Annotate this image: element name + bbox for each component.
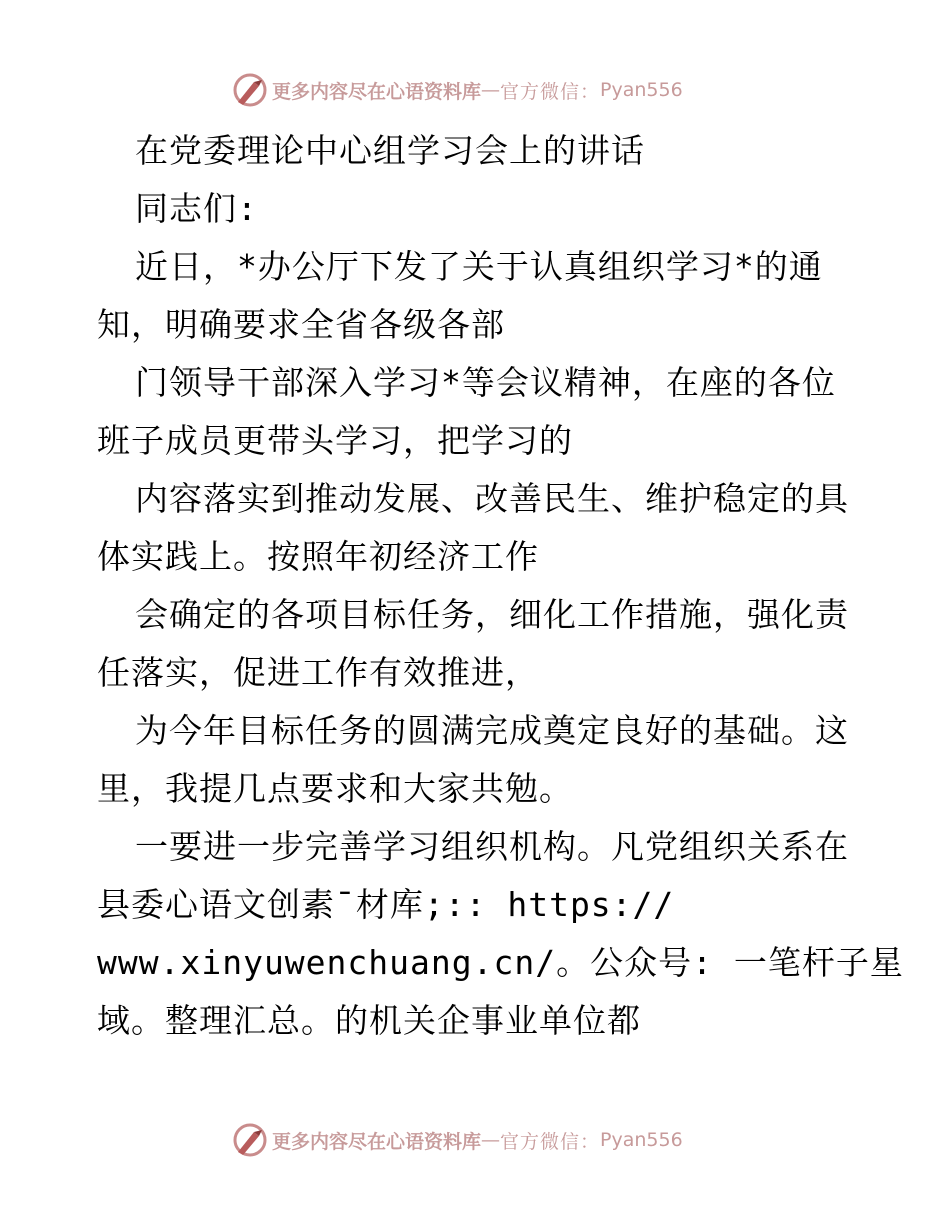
paragraph-line: 班子成员更带头学习，把学习的 (97, 421, 573, 460)
document-body (97, 122, 904, 1050)
watermark-text: 更多内容尽在心语资料库 (272, 80, 482, 103)
pen-logo-icon (232, 72, 268, 108)
paragraph-line: 域。整理汇总。的机关企事业单位都 (97, 1001, 641, 1040)
watermark-wechat-id: Pyan556 (600, 1129, 683, 1151)
paragraph-line: 知，明确要求全省各级各部 (97, 305, 505, 344)
watermark-wechat-label: 官方微信： (500, 80, 601, 103)
paragraph-line: 内容落实到推动发展、改善民生、维护稳定的具 (135, 479, 849, 518)
pen-logo-icon (232, 1122, 268, 1158)
paragraph-line: 一要进一步完善学习组织机构。凡党组织关系在 (135, 827, 849, 866)
paragraph-line: 县委心语文创素¯材库;:: https:// (97, 885, 675, 924)
paragraph-line: 任落实，促进工作有效推进， (97, 653, 539, 692)
paragraph-line: 体实践上。按照年初经济工作 (97, 537, 539, 576)
watermark-separator: — (481, 1129, 501, 1151)
paragraph-line: 里，我提几点要求和大家共勉。 (97, 769, 573, 808)
paragraph-line: 近日，*办公厅下发了关于认真组织学习*的通 (135, 247, 823, 286)
watermark-wechat-label: 官方微信： (500, 1130, 601, 1153)
watermark-text: 更多内容尽在心语资料库 (272, 1130, 482, 1153)
document-title: 在党委理论中心组学习会上的讲话 (135, 131, 645, 170)
watermark-footer (232, 1120, 683, 1160)
salutation: 同志们: (135, 189, 258, 228)
watermark-wechat-id: Pyan556 (600, 79, 683, 101)
paragraph-line: 为今年目标任务的圆满完成奠定良好的基础。这 (135, 711, 849, 750)
paragraph-line: www.xinyuwenchuang.cn/。公众号: 一笔杆子星 (97, 943, 904, 982)
watermark-separator: — (481, 79, 501, 101)
paragraph-line: 门领导干部深入学习*等会议精神，在座的各位 (135, 363, 836, 402)
watermark-header (232, 70, 683, 110)
paragraph-line: 会确定的各项目标任务，细化工作措施，强化责 (135, 595, 849, 634)
